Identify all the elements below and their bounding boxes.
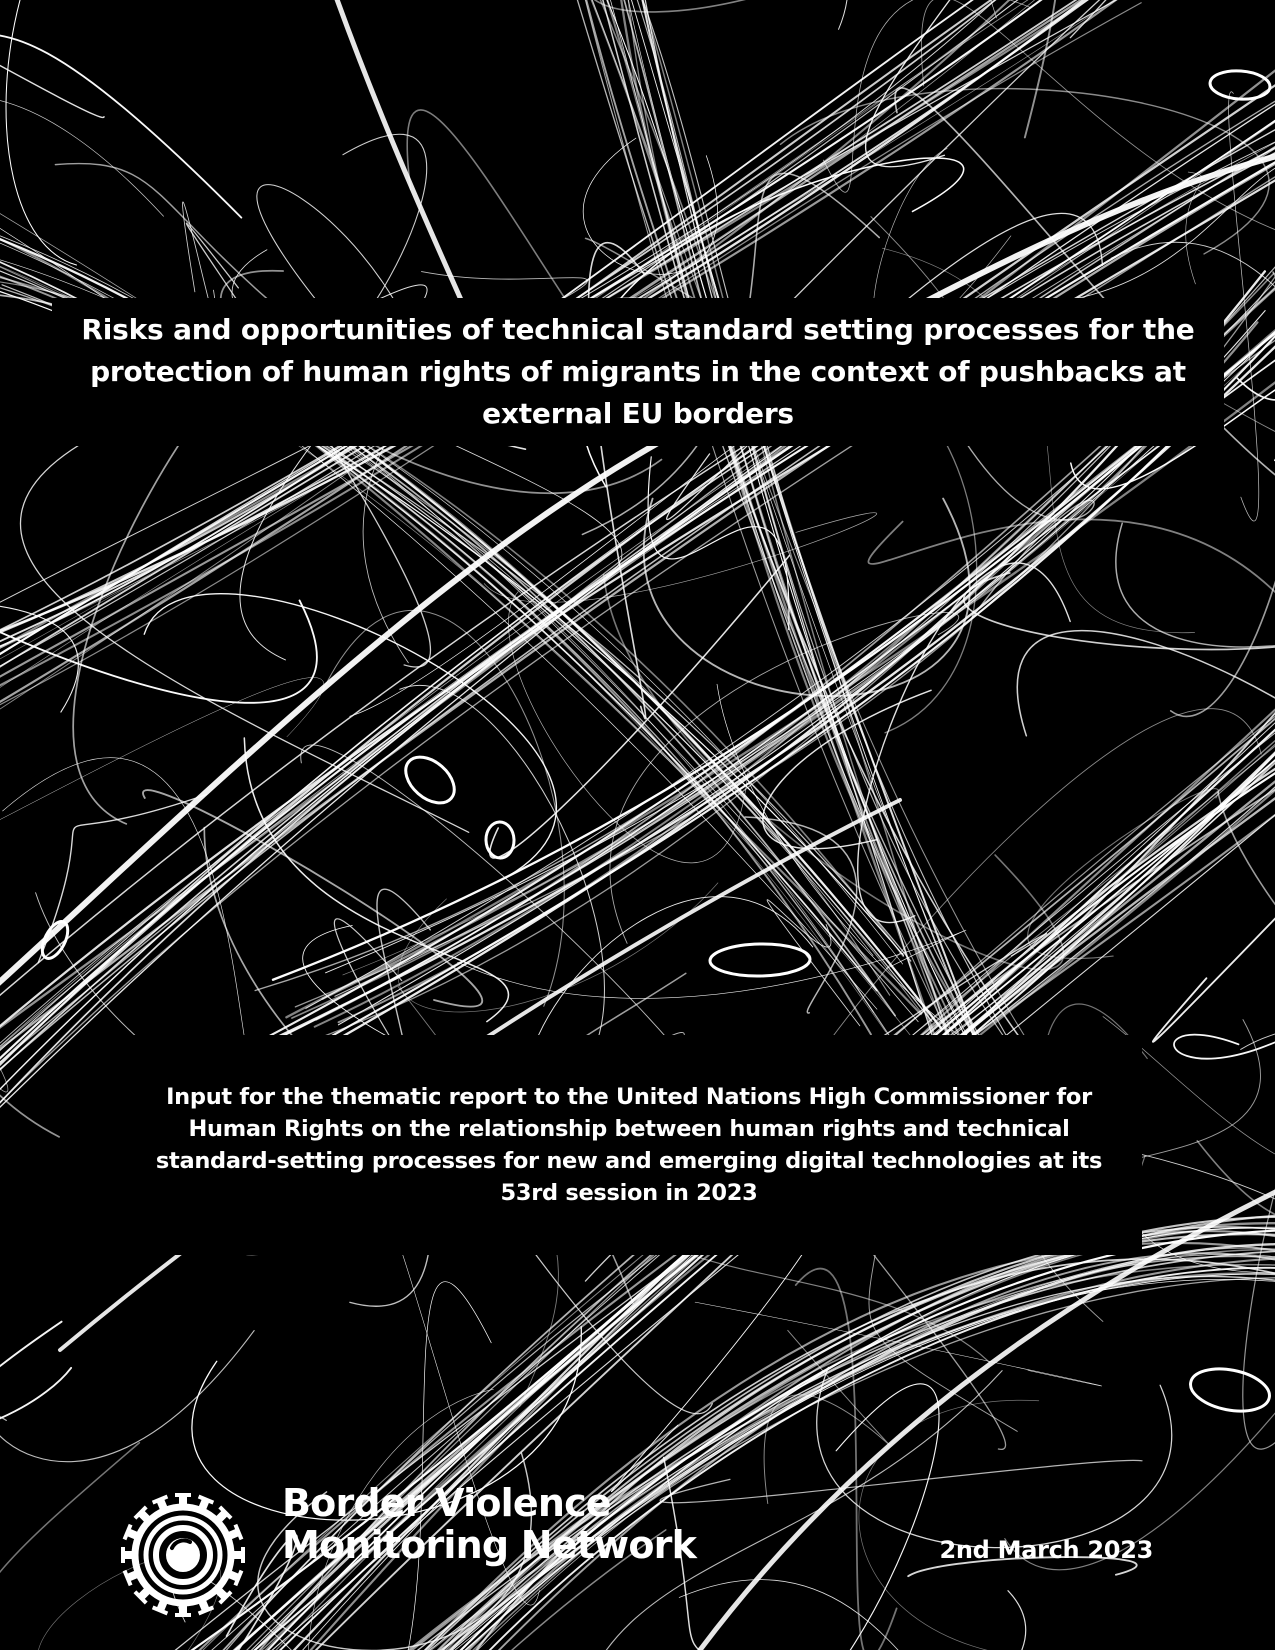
title-block xyxy=(52,298,1224,446)
organization-name-line-2: Monitoring Network xyxy=(282,1523,697,1567)
publication-date: 2nd March 2023 xyxy=(939,1536,1153,1564)
organization-name xyxy=(282,1482,696,1566)
organization-name-line-1: Border Violence xyxy=(282,1481,611,1525)
report-subtitle: Input for the thematic report to the United Nations High Commissioner for Human Rights on the relationship between human rights and technical standard-setting processes for new and emerging digital technologies at its 53rd session in 2023 xyxy=(155,1084,1103,1206)
subtitle-block xyxy=(116,1035,1142,1255)
bvmn-camera-gear-logo-icon xyxy=(118,1490,248,1620)
report-title: Risks and opportunities of technical standard setting processes for the protection of human rights of migrants in the context of pushbacks at external EU borders xyxy=(81,313,1195,430)
